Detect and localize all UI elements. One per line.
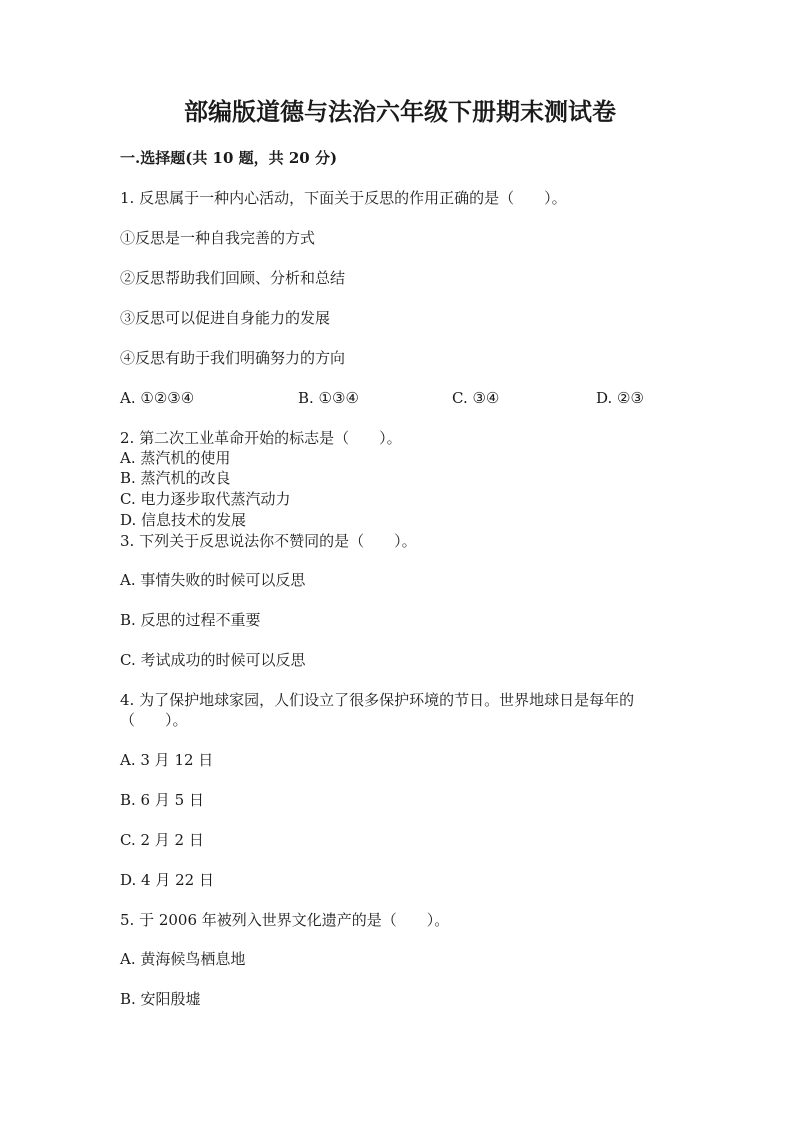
question-5-option-b: B. 安阳殷墟 — [120, 990, 201, 1008]
question-4-option-b: B. 6 月 5 日 — [120, 791, 204, 809]
question-4-stem-line-2: （ ）。 — [120, 711, 188, 729]
question-1-statement-4: ④反思有助于我们明确努力的方向 — [120, 349, 346, 367]
question-2-option-d: D. 信息技术的发展 — [120, 511, 247, 529]
question-1-option-b: B. ①③④ — [298, 389, 359, 407]
question-2-option-b: B. 蒸汽机的改良 — [120, 469, 231, 487]
question-2-stem: 2. 第二次工业革命开始的标志是（ ）。 — [120, 429, 402, 447]
question-1-statement-1: ①反思是一种自我完善的方式 — [120, 229, 316, 247]
question-3-option-c: C. 考试成功的时候可以反思 — [120, 651, 306, 669]
question-1-option-c: C. ③④ — [452, 389, 500, 407]
question-4-option-a: A. 3 月 12 日 — [120, 751, 214, 769]
question-2-option-a: A. 蒸汽机的使用 — [120, 449, 231, 467]
page-title: 部编版道德与法治六年级下册期末测试卷 — [184, 97, 616, 126]
question-1-statement-2: ②反思帮助我们回顾、分析和总结 — [120, 269, 346, 287]
question-1-stem: 1. 反思属于一种内心活动，下面关于反思的作用正确的是（ ）。 — [120, 189, 567, 207]
question-5-stem: 5. 于 2006 年被列入世界文化遗产的是（ ）。 — [120, 911, 450, 929]
question-1-option-d: D. ②③ — [596, 389, 644, 407]
question-5-option-a: A. 黄海候鸟栖息地 — [120, 950, 246, 968]
question-3-option-b: B. 反思的过程不重要 — [120, 611, 261, 629]
question-3-option-a: A. 事情失败的时候可以反思 — [120, 571, 306, 589]
question-2-option-c: C. 电力逐步取代蒸汽动力 — [120, 490, 291, 508]
question-4-option-c: C. 2 月 2 日 — [120, 831, 204, 849]
question-4-option-d: D. 4 月 22 日 — [120, 871, 214, 889]
section-heading: 一.选择题(共 10 题，共 20 分) — [120, 149, 338, 167]
question-1-option-a: A. ①②③④ — [120, 389, 195, 407]
question-4-stem-line-1: 4. 为了保护地球家园，人们设立了很多保护环境的节日。世界地球日是每年的 — [120, 691, 635, 709]
question-1-statement-3: ③反思可以促进自身能力的发展 — [120, 309, 331, 327]
question-3-stem: 3. 下列关于反思说法你不赞同的是（ ）。 — [120, 532, 417, 550]
